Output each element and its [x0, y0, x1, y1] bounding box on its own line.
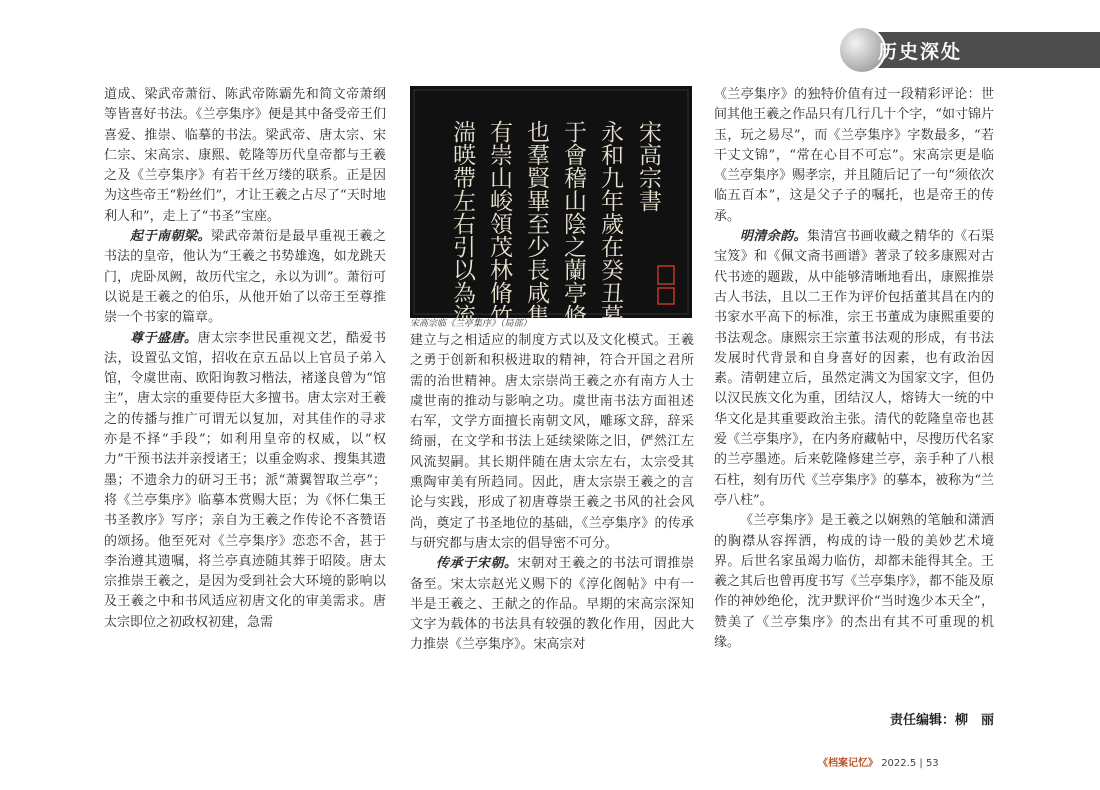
paragraph [714, 227, 994, 511]
paragraph-body: 集清宫书画收藏之精华的《石渠宝笈》和《佩文斋书画谱》著录了较多康熙对古代书迹的题跋，从中能够清晰地看出，康熙推崇古人书法，且以二王作为评价包括董其昌在内的书家水平高下的标准，宗王书董成为康熙重要的书法观念。康熙宗王宗董书法观的形成，有书法发展时代背景和自身喜好的因素，也有政治因素。清朝建立后，虽然定满文为国家文字，但仍以汉民族文化为重，团结汉人，熔铸大一统的中华文化是其重要政治主张。清代的乾隆皇帝也甚爱《兰亭集序》，在内务府藏帖中，尽搜历代名家的兰亭墨迹。后来乾隆修建兰亭，亲手种了八根石柱，刻有历代《兰亭集序》的摹本，被称为“兰亭八柱”。 [714, 229, 994, 508]
calligraphy-column: 也羣賢畢至少長咸集此地 [523, 120, 549, 318]
paragraph [104, 227, 386, 328]
calligraphy-column: 有崇山峻領茂林脩竹又有清流激 [486, 120, 512, 318]
paragraph [410, 554, 694, 655]
text-column-3 [714, 85, 994, 653]
calligraphy-artwork [410, 86, 692, 318]
calligraphy-column: 湍暎帶左右引以為流觴曲水 [449, 120, 475, 318]
image-caption: 宋高宗临《兰亭集序》（局部） [410, 319, 532, 329]
footer-separator: | [919, 758, 923, 769]
paragraph: 《兰亭集序》的独特价值有过一段精彩评论：世间其他王羲之作品只有几行几十个字，“如寸锦片玉，玩之易尽”，而《兰亭集序》字数最多，“若干丈文锦”，“常在心目不可忘”。宋高宗更是临《兰亭集序》赐孝宗，并且随后记了一句“须依次临五百本”，这是父子子的嘱托，也是帝王的传承。 [714, 87, 994, 224]
paragraph-body: 宋朝对王羲之的书法可谓推崇备至。宋太宗赵光义赐下的《淳化阁帖》中有一半是王羲之、王献之的作品。早期的宋高宗深知文字为载体的书法具有较强的教化作用，因此大力推崇《兰亭集序》。宋高宗对 [410, 556, 694, 653]
paragraph: 《兰亭集序》是王羲之以娴熟的笔触和潇洒的胸襟从容挥洒，构成的诗一般的美妙艺术境界。后世名家虽竭力临仿，却都未能得其全。王羲之其后也曾再度书写《兰亭集序》，都不能及原作的神妙绝伦，沈尹默评价“当时逸少本天全”，赞美了《兰亭集序》的杰出有其不可重现的机缘。 [714, 513, 994, 651]
page-footer [818, 754, 939, 769]
paragraph [104, 329, 386, 633]
calligraphy-column: 永和九年歲在癸丑暮春之初會 [597, 120, 623, 318]
paragraph-body: 梁武帝萧衍是最早重视王羲之书法的皇帝，他认为“王羲之书势雄逸，如龙跳天门，虎卧凤阙，故历代宝之，永以为训”。萧衍可以说是王羲之的伯乐，从他开始了以帝王至尊推崇一个书家的篇章。 [104, 229, 386, 326]
section-title: 历史深处 [878, 41, 963, 63]
calligraphy-column: 宋高宗書 [635, 120, 661, 212]
paragraph: 道成、梁武帝萧衍、陈武帝陈霸先和简文帝萧纲等皆喜好书法。《兰亭集序》便是其中备受帝王们喜爱、推崇、临摹的书法。梁武帝、唐太宗、宋仁宗、宋高宗、康熙、乾隆等历代皇帝都与王羲之及《兰亭集序》有若干丝万缕的联系。正是因为这些帝王“粉丝们”，才让王羲之占尽了“天时地利人和”，走上了“书圣”宝座。 [104, 87, 386, 224]
page-number: 53 [925, 758, 939, 769]
text-column-1 [104, 85, 386, 633]
text-column-2 [410, 331, 694, 656]
paragraph: 建立与之相适应的制度方式以及文化模式。王羲之勇于创新和积极进取的精神，符合开国之君所需的治世精神。唐太宗崇尚王羲之亦有南方人士虞世南的推动与影响之功。虞世南书法方面祖述右军，文学方面擅长南朝文风，雕琢文辞，辞采绮丽，在文学和书法上延续梁陈之旧，俨然江左风流契嗣。其长期伴随在唐太宗左右，太宗受其熏陶审美有所趋同。因此，唐太宗崇王羲之的言论与实践，形成了初唐尊崇王羲之书风的社会风尚，奠定了书圣地位的基础，《兰亭集序》的传承与研究都与唐太宗的倡导密不可分。 [410, 333, 694, 551]
calligraphy-column: 于會稽山陰之蘭亭脩禊事 [560, 120, 586, 318]
paragraph-body: 唐太宗李世民重视文艺，酷爱书法，设置弘文馆，招收在京五品以上官员子弟入馆，令虞世南、欧阳询教习楷法，褚遂良曾为“馆主”，唐太宗的重要侍臣大多擅书。唐太宗对王羲之的传播与推广可谓无以复加，对其佳作的寻求亦是不择“手段”；如利用皇帝的权威，以“权力”干预书法并亲授诸王；以重金购求、搜集其遗墨；不遗余力的研习王书；派“萧翼智取兰亭”；将《兰亭集序》临摹本赏赐大臣；为《怀仁集王书圣教序》写序；亲自为王羲之作传论不吝赞语的颂扬。他至死对《兰亭集序》恋恋不舍，甚于李治遵其遗嘱，将兰亭真迹随其葬于昭陵。唐太宗推崇王羲之，是因为受到社会大环境的影响以及王羲之中和书风适应初唐文化的审美需求。唐太宗即位之初政权初建，急需 [104, 330, 386, 630]
magazine-name: 《档案记忆》 [818, 758, 878, 769]
subsection-heading: 明清余韵。 [740, 229, 807, 245]
issue-number: 2022.5 [881, 758, 917, 769]
subsection-heading: 起于南朝梁。 [130, 229, 211, 245]
calligraphy-image [410, 86, 692, 318]
subsection-heading: 传承于宋朝。 [436, 556, 518, 572]
editor-credit: 责任编辑：柳 丽 [889, 713, 994, 728]
subsection-heading: 尊于盛唐。 [130, 330, 198, 346]
